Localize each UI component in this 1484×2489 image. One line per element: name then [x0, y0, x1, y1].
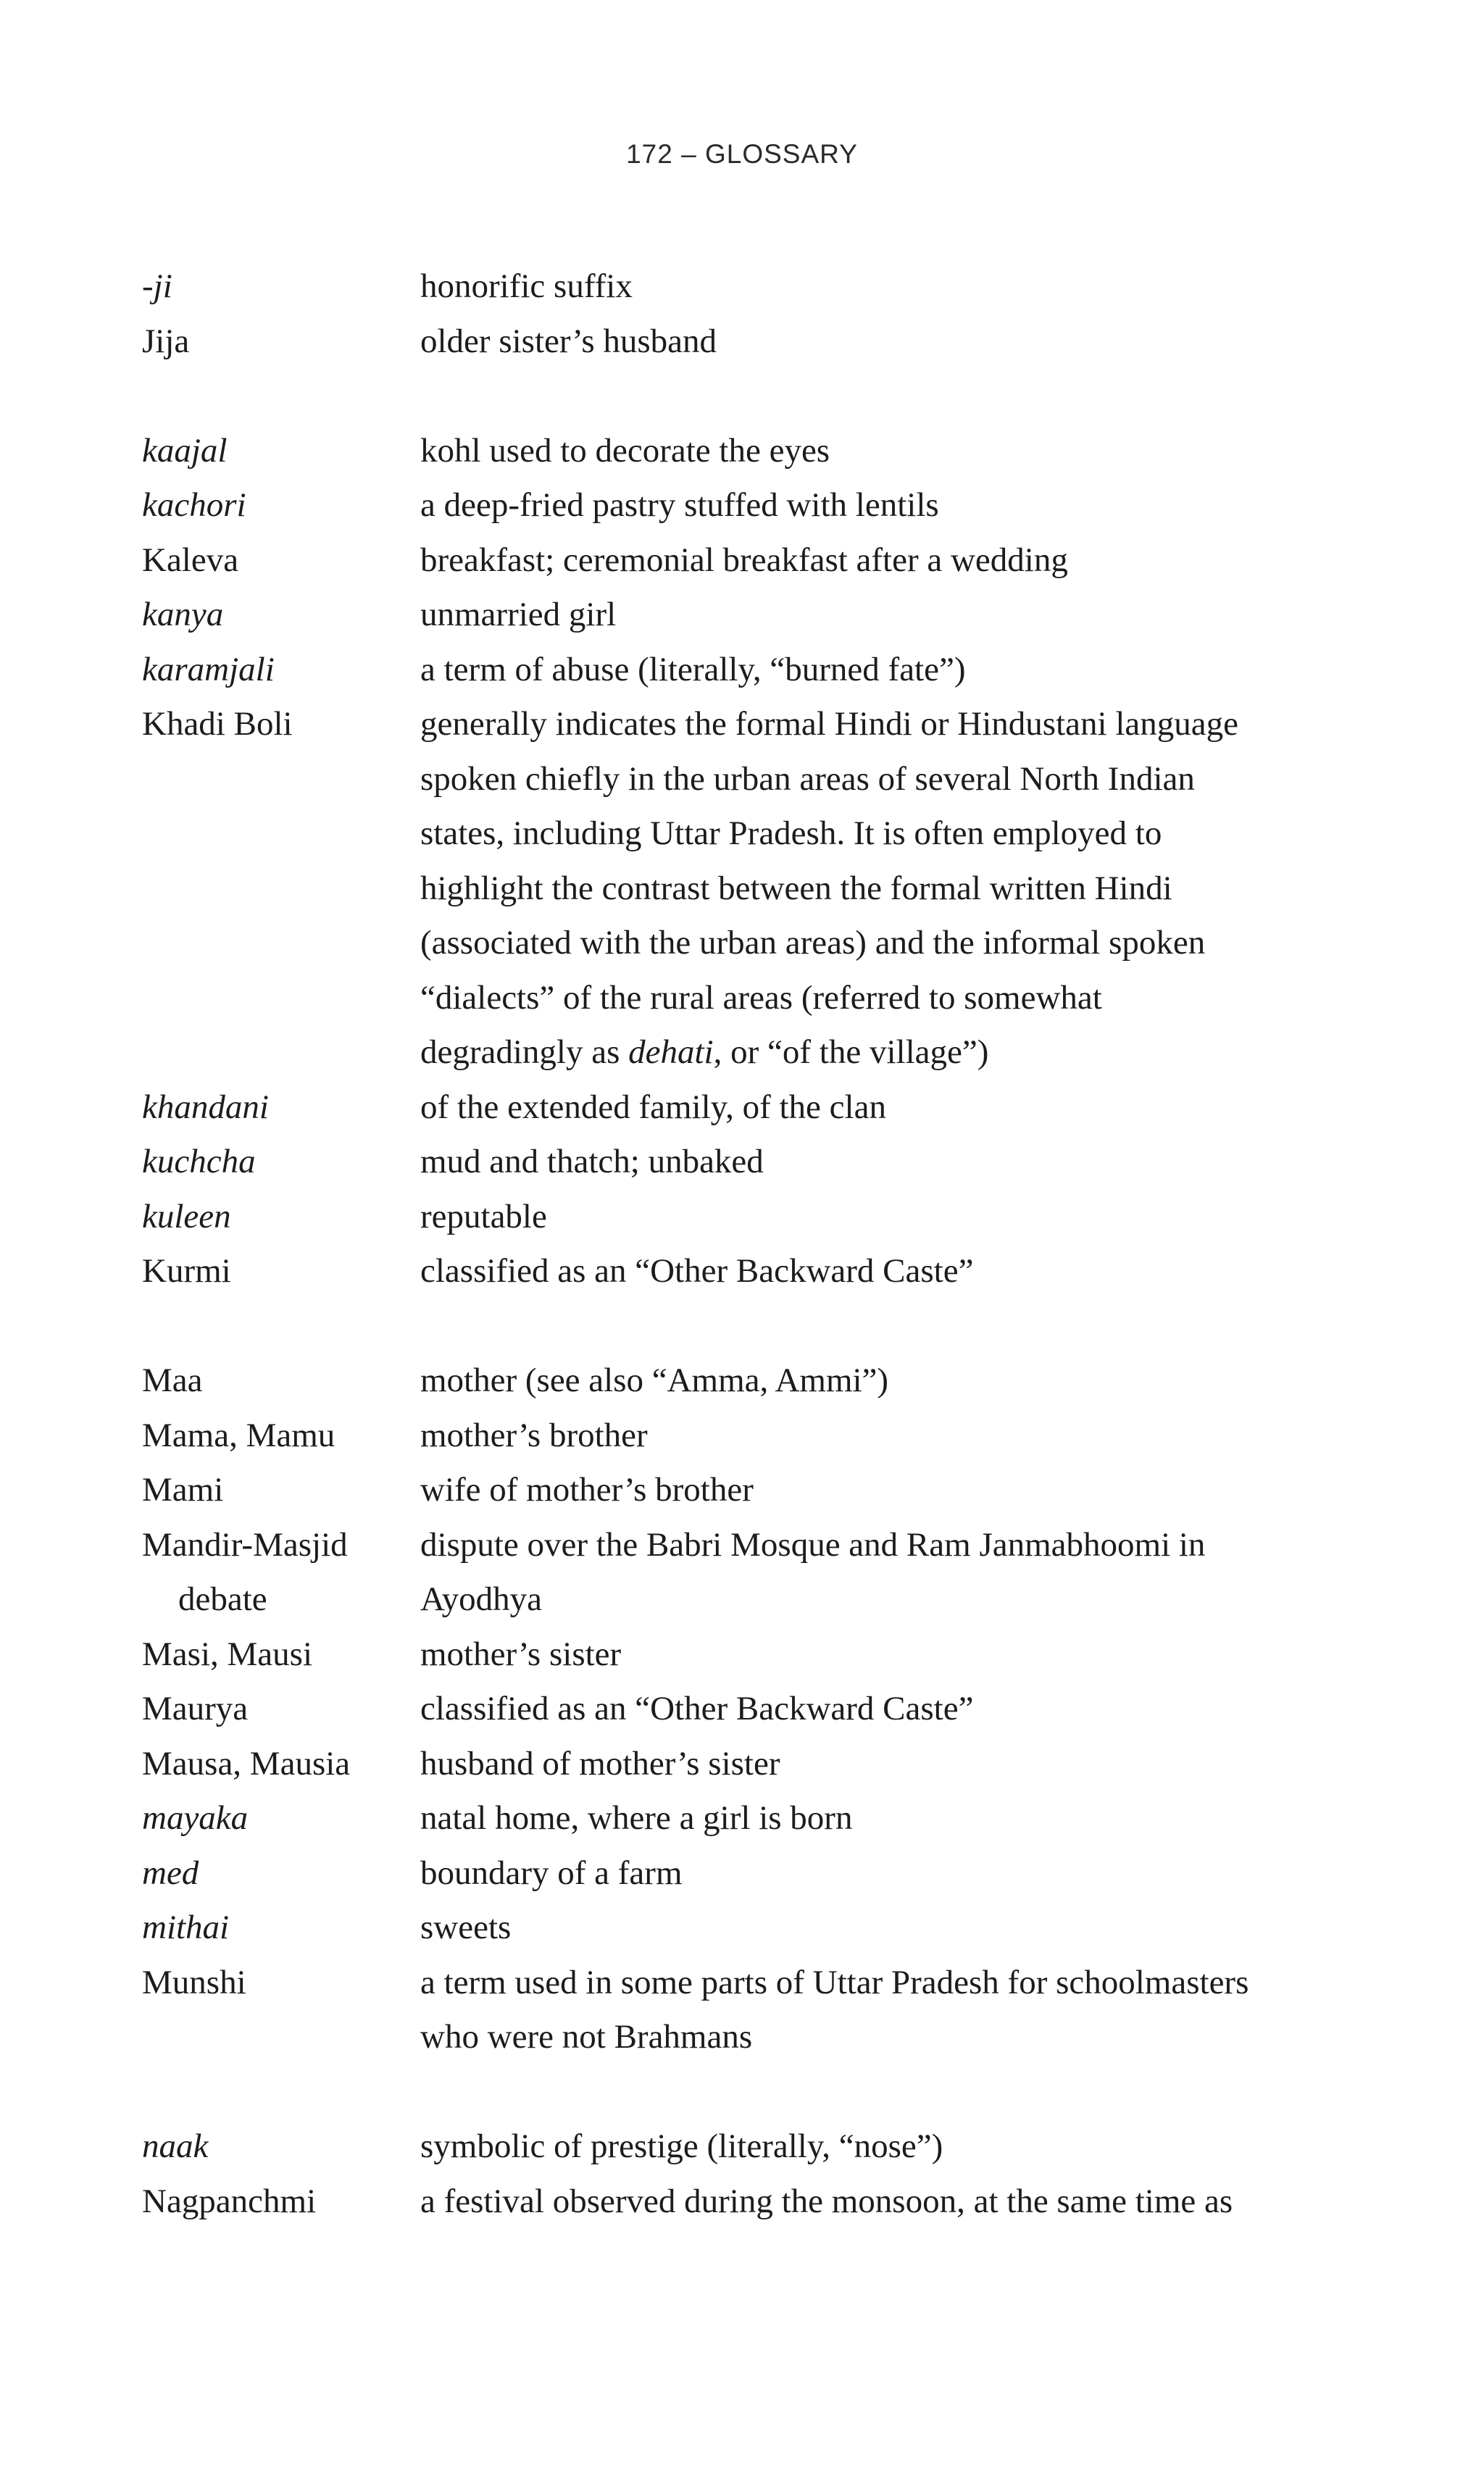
glossary-entry	[142, 424, 1359, 479]
glossary-term: Masi, Mausi	[142, 1635, 312, 1673]
definition-line: a term used in some parts of Uttar Pradesh for schoolmasters	[420, 1963, 1249, 2001]
glossary-entry	[142, 1737, 1359, 1792]
glossary-term: mithai	[142, 1909, 230, 1946]
glossary-definition	[420, 1956, 1359, 2065]
running-head: 172 – GLOSSARY	[626, 139, 858, 169]
glossary-term: khandani	[142, 1088, 269, 1126]
term-continuation: debate	[178, 1580, 267, 1618]
glossary-term: Nagpanchmi	[142, 2182, 317, 2220]
definition-line: generally indicates the formal Hindi or Hindustani language	[420, 705, 1238, 743]
glossary-entry	[142, 1080, 1359, 1135]
glossary-term: Maa	[142, 1362, 203, 1399]
definition-text: degradingly as	[420, 1033, 629, 1071]
glossary-entry	[142, 1956, 1359, 2065]
definition-line: spoken chiefly in the urban areas of several North Indian	[420, 759, 1195, 798]
glossary-entry	[142, 643, 1359, 698]
glossary-definition: boundary of a farm	[420, 1854, 683, 1892]
term-text: Mandir-Masjid	[142, 1525, 348, 1564]
glossary-entry	[142, 2119, 1359, 2175]
glossary-entry	[142, 1190, 1359, 1245]
glossary-term: Maurya	[142, 1690, 249, 1727]
glossary-definition: unmarried girl	[420, 596, 617, 633]
glossary-entry	[142, 1627, 1359, 1683]
glossary-entry	[142, 259, 1359, 314]
definition-line: dispute over the Babri Mosque and Ram Janmabhoomi in	[420, 1525, 1206, 1564]
glossary-group-n	[142, 2119, 1359, 2229]
glossary-term: med	[142, 1854, 199, 1892]
glossary-entry	[142, 1463, 1359, 1518]
glossary-term: Mama, Mamu	[142, 1416, 335, 1454]
glossary-definition: wife of mother’s brother	[420, 1471, 754, 1509]
glossary-term: Jija	[142, 322, 190, 360]
glossary-entry	[142, 1682, 1359, 1737]
glossary-term: kaajal	[142, 431, 228, 470]
definition-line	[420, 1025, 1359, 1080]
glossary-term: Mausa, Mausia	[142, 1744, 351, 1783]
glossary-entry	[142, 1135, 1359, 1190]
glossary-definition: classified as an “Other Backward Caste”	[420, 1252, 974, 1290]
glossary-entry	[142, 478, 1359, 533]
glossary-definition: honorific suffix	[420, 267, 633, 305]
glossary-term: Khadi Boli	[142, 705, 293, 743]
glossary-definition	[420, 1518, 1359, 1627]
glossary-definition	[420, 697, 1359, 1080]
glossary-term: -ji	[142, 267, 172, 305]
glossary-term: kachori	[142, 486, 246, 524]
glossary-term: kuleen	[142, 1197, 231, 1235]
glossary-definition: sweets	[420, 1909, 512, 1946]
glossary-term: Mami	[142, 1471, 224, 1509]
glossary-definition: mother’s brother	[420, 1416, 648, 1454]
glossary-entry	[142, 1409, 1359, 1464]
glossary-term: mayaka	[142, 1799, 249, 1837]
glossary-definition: a term of abuse (literally, “burned fate”)	[420, 650, 966, 688]
definition-line: “dialects” of the rural areas (referred to somewhat	[420, 978, 1102, 1017]
glossary-definition: classified as an “Other Backward Caste”	[420, 1690, 974, 1727]
glossary-term: naak	[142, 2127, 209, 2165]
glossary-term: karamjali	[142, 650, 275, 688]
definition-text: , or “of the village”)	[713, 1033, 989, 1071]
definition-line: highlight the contrast between the formal written Hindi	[420, 869, 1172, 907]
glossary-term: Munshi	[142, 1963, 246, 2001]
glossary-definition: kohl used to decorate the eyes	[420, 431, 830, 470]
definition-line: states, including Uttar Pradesh. It is often employed to	[420, 814, 1162, 852]
glossary-definition: reputable	[420, 1197, 547, 1235]
glossary-entry	[142, 1518, 1359, 1627]
glossary-definition: mother’s sister	[420, 1635, 622, 1673]
glossary-definition: breakfast; ceremonial breakfast after a wedding	[420, 541, 1068, 579]
definition-line: who were not Brahmans	[420, 2018, 753, 2056]
glossary-group-m	[142, 1354, 1359, 2065]
definition-line: (associated with the urban areas) and the informal spoken	[420, 924, 1206, 962]
glossary-definition: of the extended family, of the clan	[420, 1088, 886, 1126]
glossary-entry	[142, 314, 1359, 370]
glossary-entry	[142, 1791, 1359, 1846]
glossary-entry	[142, 1901, 1359, 1956]
definition-line: Ayodhya	[420, 1580, 542, 1618]
glossary-definition: symbolic of prestige (literally, “nose”)	[420, 2127, 943, 2165]
glossary-definition: natal home, where a girl is born	[420, 1799, 853, 1837]
glossary-entry	[142, 1846, 1359, 1901]
glossary-group-j	[142, 259, 1359, 369]
glossary-entry	[142, 533, 1359, 588]
glossary-definition: mud and thatch; unbaked	[420, 1143, 764, 1180]
glossary-entry	[142, 1354, 1359, 1409]
glossary-entry	[142, 588, 1359, 643]
glossary-group-k	[142, 424, 1359, 1299]
definition-emphasis: dehati	[628, 1033, 714, 1071]
glossary-definition: husband of mother’s sister	[420, 1744, 780, 1783]
glossary-definition: a festival observed during the monsoon, at the same time as	[420, 2182, 1233, 2220]
glossary-entry	[142, 697, 1359, 1080]
glossary-term: kanya	[142, 596, 224, 633]
glossary-entry	[142, 2175, 1359, 2230]
glossary-term: kuchcha	[142, 1143, 256, 1180]
glossary-entry	[142, 1244, 1359, 1299]
glossary-definition: a deep-fried pastry stuffed with lentils	[420, 486, 939, 524]
glossary-term: Kaleva	[142, 541, 239, 579]
glossary-term	[142, 1518, 420, 1627]
glossary-definition: mother (see also “Amma, Ammi”)	[420, 1362, 889, 1399]
glossary-definition: older sister’s husband	[420, 322, 717, 360]
glossary-list	[142, 259, 1359, 2229]
glossary-term: Kurmi	[142, 1252, 231, 1290]
